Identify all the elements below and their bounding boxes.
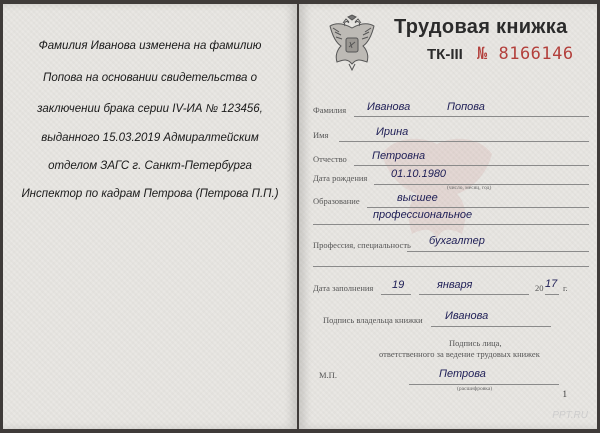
book-title: Трудовая книжка <box>394 16 568 38</box>
birthdate-label: Дата рождения <box>313 173 368 183</box>
surname-old-value: Иванова <box>367 101 411 113</box>
note-line-2: Попова на основании свидетельства о <box>42 72 257 84</box>
name-line <box>339 141 589 142</box>
fill-year-suffix: г. <box>563 283 568 293</box>
surname-line <box>354 116 589 117</box>
fill-month-line <box>419 294 529 295</box>
owner-signature-label: Подпись владельца книжки <box>323 315 423 325</box>
education-value-1: высшее <box>397 192 438 204</box>
owner-signature-line <box>431 326 551 327</box>
surname-label: Фамилия <box>313 105 347 115</box>
page-number: 1 <box>562 389 567 399</box>
fill-date-label: Дата заполнения <box>313 283 374 293</box>
profession-label: Профессия, специальность <box>313 240 411 250</box>
education-value-2: профессиональное <box>373 209 473 221</box>
fill-day-line <box>381 294 411 295</box>
book-series: ТК-III <box>427 46 463 63</box>
education-label: Образование <box>313 196 360 206</box>
fill-day-value: 19 <box>392 279 405 291</box>
education-line-1 <box>367 207 589 208</box>
name-label: Имя <box>313 130 329 140</box>
profession-line-1 <box>407 251 589 252</box>
responsible-label-2: ответственного за ведение трудовых книжек <box>379 349 540 359</box>
patronymic-value: Петровна <box>372 150 426 162</box>
responsible-signature-line <box>409 384 559 385</box>
birthdate-value: 01.10.1980 <box>391 168 447 180</box>
note-line-6: Инспектор по кадрам Петрова (Петрова П.П.) <box>21 188 279 200</box>
book-number: № 8166146 <box>477 44 574 64</box>
mp-label: М.П. <box>319 370 337 380</box>
note-line-4: выданного 15.03.2019 Адмиралтейским <box>41 132 259 144</box>
fill-month-value: января <box>437 279 473 291</box>
profession-line-2 <box>313 266 589 267</box>
responsible-signature-value: Петрова <box>439 368 486 380</box>
note-line-3: заключении брака серии IV-ИА № 123456, <box>37 103 263 115</box>
birthdate-hint: (число, месяц, год) <box>447 185 492 191</box>
patronymic-label: Отчество <box>313 154 347 164</box>
patronymic-line <box>354 165 589 166</box>
fill-year-value: 17 <box>545 278 558 290</box>
left-page <box>3 4 297 429</box>
education-line-2 <box>313 224 589 225</box>
source-credit: PPT.RU <box>552 410 588 421</box>
responsible-hint: (расшифровка) <box>457 386 493 392</box>
responsible-label-1: Подпись лица, <box>449 338 502 348</box>
owner-signature-value: Иванова <box>445 310 489 322</box>
coat-of-arms-icon <box>327 14 377 72</box>
right-page <box>299 4 597 429</box>
note-line-5: отделом ЗАГС г. Санкт-Петербурга <box>48 160 252 172</box>
surname-new-value: Попова <box>447 101 485 113</box>
name-value: Ирина <box>376 126 409 138</box>
fill-year-prefix: 20 <box>535 283 544 293</box>
note-line-1: Фамилия Иванова изменена на фамилию <box>38 40 262 52</box>
fill-year-line <box>545 294 559 295</box>
profession-value: бухгалтер <box>429 235 485 247</box>
